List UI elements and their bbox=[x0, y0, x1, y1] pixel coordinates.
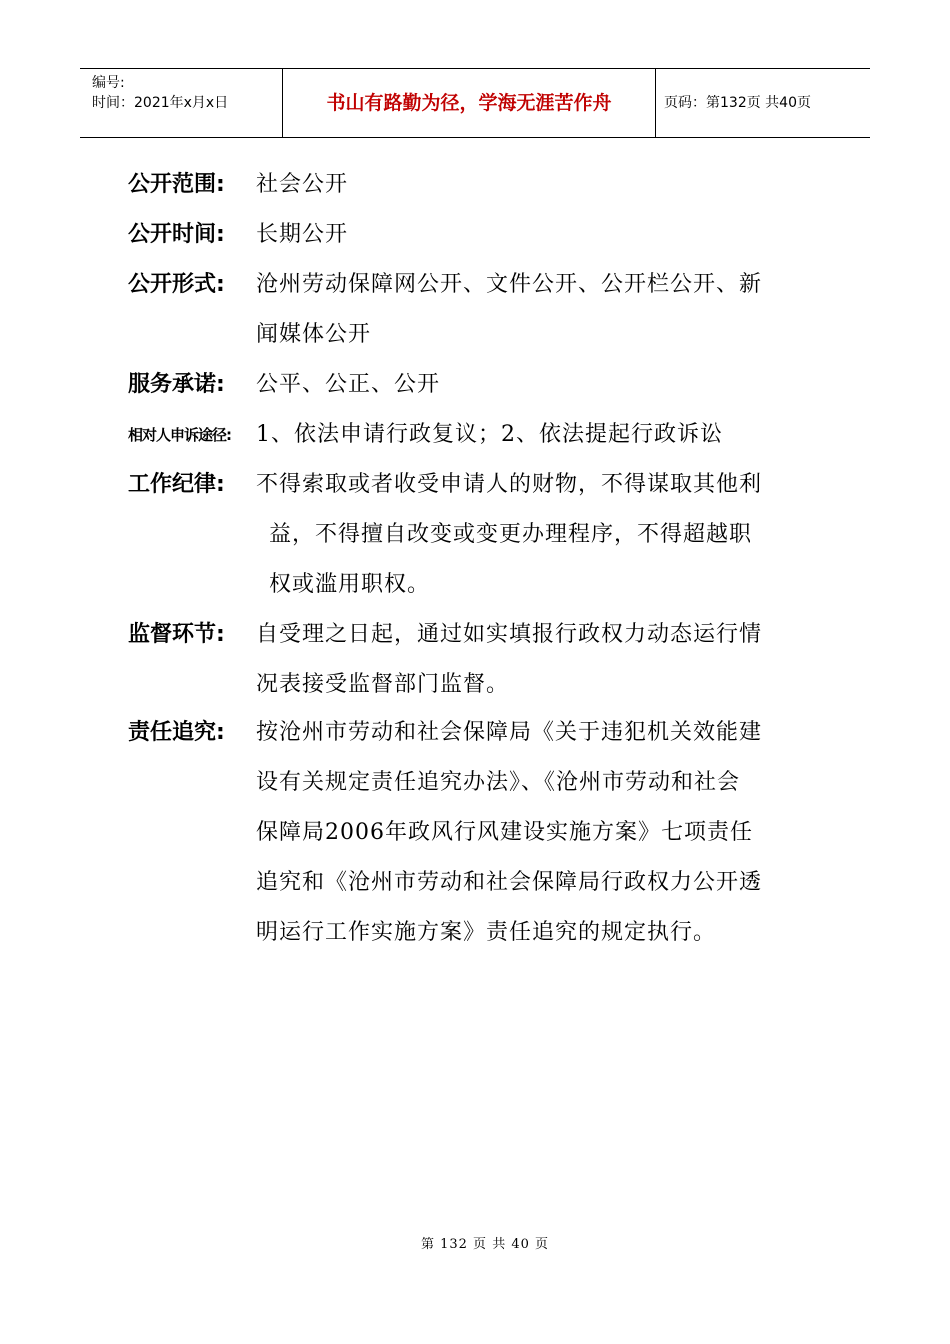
item-line: 权或滥用职权。 bbox=[269, 572, 431, 597]
header-meta bbox=[92, 73, 228, 113]
item-line: 保障局2006年政风行风建设实施方案》七项责任 bbox=[256, 820, 753, 845]
item-line: 追究和《沧州市劳动和社会保障局行政权力公开透 bbox=[256, 870, 763, 895]
item-line: 况表接受监督部门监督。 bbox=[256, 672, 510, 697]
page-footer: 第 132 页 共 40 页 bbox=[420, 1237, 550, 1252]
item-label: 相对人申诉途径: bbox=[128, 426, 231, 444]
item-value bbox=[256, 460, 826, 610]
time-label: 时间：2021年x月x日 bbox=[92, 95, 229, 111]
item-line: 设有关规定责任追究办法》、《沧州市劳动和社会 bbox=[256, 770, 741, 795]
page-header bbox=[80, 68, 870, 138]
item-line: 1、依法申请行政复议；2、依法提起行政诉讼 bbox=[256, 422, 723, 447]
item-label: 工作纪律: bbox=[128, 472, 225, 497]
item-value bbox=[256, 210, 826, 260]
item-value bbox=[256, 610, 826, 710]
item-line: 闻媒体公开 bbox=[256, 322, 372, 347]
item-label: 责任追究: bbox=[128, 720, 225, 745]
item-line: 社会公开 bbox=[256, 172, 349, 197]
item-line: 长期公开 bbox=[256, 222, 349, 247]
item-value bbox=[256, 708, 826, 958]
item-label: 服务承诺: bbox=[128, 372, 225, 397]
item-value bbox=[256, 360, 826, 410]
serial-label: 编号: bbox=[92, 75, 125, 91]
item-line: 沧州劳动保障网公开、文件公开、公开栏公开、新 bbox=[256, 272, 763, 297]
item-line: 明运行工作实施方案》责任追究的规定执行。 bbox=[256, 920, 717, 945]
item-line: 自受理之日起，通过如实填报行政权力动态运行情 bbox=[256, 622, 763, 647]
item-line: 公平、公正、公开 bbox=[256, 372, 441, 397]
item-label: 公开形式: bbox=[128, 272, 225, 297]
item-line: 按沧州市劳动和社会保障局《关于违犯机关效能建 bbox=[256, 720, 763, 745]
item-line: 益，不得擅自改变或变更办理程序，不得超越职 bbox=[269, 522, 753, 547]
item-value bbox=[256, 160, 826, 210]
item-value bbox=[256, 260, 826, 360]
item-line: 不得索取或者收受申请人的财物，不得谋取其他利 bbox=[256, 472, 763, 497]
header-page-info: 页码：第132页 共40页 bbox=[664, 95, 811, 111]
item-label: 监督环节: bbox=[128, 622, 225, 647]
item-value bbox=[256, 410, 826, 460]
header-motto: 书山有路勤为径，学海无涯苦作舟 bbox=[326, 92, 612, 114]
header-divider bbox=[655, 69, 656, 137]
item-label: 公开范围: bbox=[128, 172, 225, 197]
item-label: 公开时间: bbox=[128, 222, 225, 247]
